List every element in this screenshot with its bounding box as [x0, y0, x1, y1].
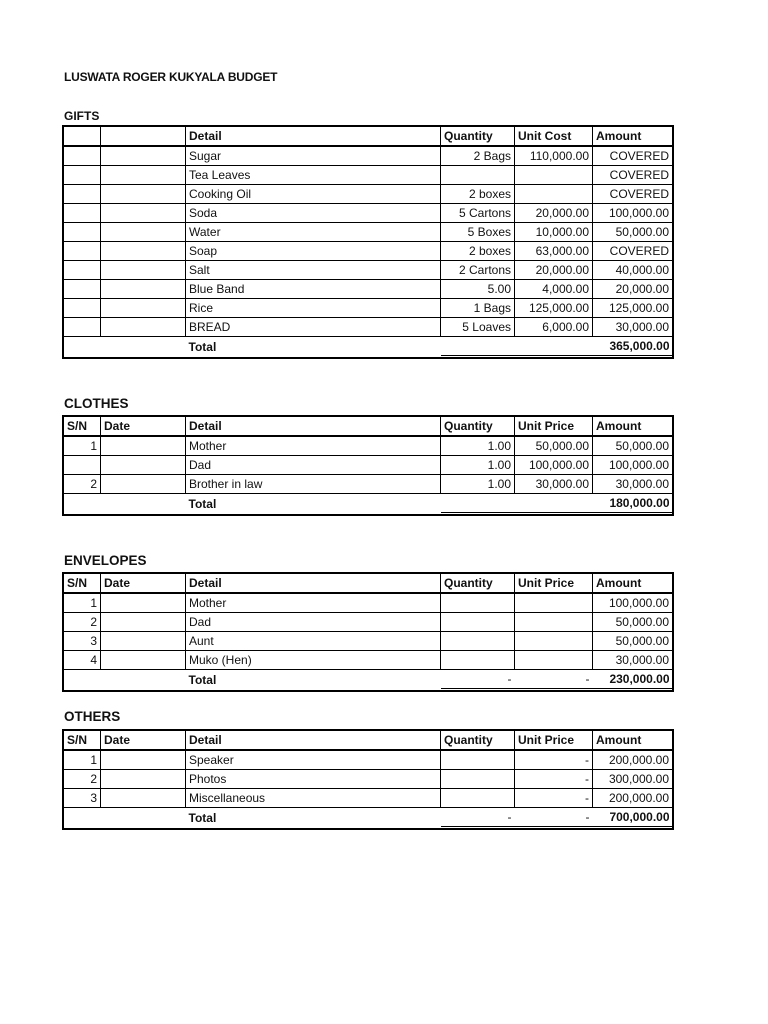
gifts-row-unit-cost: 110,000.00 [515, 146, 593, 166]
clothes-total-quantity [441, 494, 515, 514]
others-total-blank [64, 808, 101, 828]
others-row-quantity [441, 750, 515, 770]
envelopes-total-blank [101, 670, 186, 690]
others-table [63, 730, 673, 829]
others-amount-header: Amount [593, 731, 673, 751]
gifts-row-quantity: 2 boxes [441, 242, 515, 261]
gifts-row-quantity [441, 166, 515, 185]
others-row-detail: Speaker [186, 750, 441, 770]
gifts-row-unit-cost [515, 185, 593, 204]
envelopes-row [64, 651, 673, 670]
envelopes-row-detail: Mother [186, 593, 441, 613]
envelopes-total-unit-price: - [515, 670, 593, 690]
clothes-row-date [101, 436, 186, 456]
gifts-row-amount: 125,000.00 [593, 299, 673, 318]
others-row-quantity [441, 789, 515, 808]
gifts-row-unit-cost: 4,000.00 [515, 280, 593, 299]
clothes-total-label: Total [188, 496, 217, 511]
envelopes-row-sn: 3 [64, 632, 101, 651]
others-total-label: Total [188, 810, 217, 825]
others-unit-price-header: Unit Price [515, 731, 593, 751]
gifts-row-detail: Soap [186, 242, 441, 261]
gifts-row-sn [64, 185, 101, 204]
gifts-row-date [101, 261, 186, 280]
gifts-sn-cell [64, 127, 101, 147]
others-sn-header: S/N [64, 731, 101, 751]
others-row-detail: Photos [186, 770, 441, 789]
others-detail-header: Detail [186, 731, 441, 751]
clothes-row [64, 475, 673, 494]
gifts-row-sn [64, 204, 101, 223]
others-row [64, 789, 673, 808]
gifts-row [64, 146, 673, 166]
clothes-total-amount: 180,000.00 [593, 494, 673, 514]
others-row-date [101, 770, 186, 789]
others-section-label: OTHERS [64, 709, 121, 724]
clothes-quantity-header: Quantity [441, 417, 515, 437]
others-row-amount: 200,000.00 [593, 750, 673, 770]
gifts-row [64, 242, 673, 261]
gifts-row-amount: 20,000.00 [593, 280, 673, 299]
gifts-row [64, 280, 673, 299]
clothes-section-label: CLOTHES [64, 396, 129, 411]
others-row-detail: Miscellaneous [186, 789, 441, 808]
clothes-row-detail: Mother [186, 436, 441, 456]
clothes-row-quantity: 1.00 [441, 475, 515, 494]
others-row-sn: 1 [64, 750, 101, 770]
envelopes-date-header: Date [101, 574, 186, 594]
gifts-total-quantity [441, 337, 515, 357]
envelopes-total-row [64, 670, 673, 690]
clothes-row-amount: 100,000.00 [593, 456, 673, 475]
gifts-row-detail: Cooking Oil [186, 185, 441, 204]
clothes-header-row [64, 417, 673, 437]
gifts-row-detail: Blue Band [186, 280, 441, 299]
gifts-section-label: GIFTS [64, 109, 100, 123]
gifts-row-detail: Salt [186, 261, 441, 280]
envelopes-sn-header: S/N [64, 574, 101, 594]
gifts-total-amount: 365,000.00 [593, 337, 673, 357]
clothes-row-date [101, 456, 186, 475]
others-row-unit-price: - [515, 770, 593, 789]
gifts-row-quantity: 5 Cartons [441, 204, 515, 223]
clothes-row-sn: 2 [64, 475, 101, 494]
others-total-amount: 700,000.00 [593, 808, 673, 828]
gifts-detail-header: Detail [186, 127, 441, 147]
gifts-row-unit-cost: 20,000.00 [515, 204, 593, 223]
gifts-row-sn [64, 261, 101, 280]
gifts-row-detail: Rice [186, 299, 441, 318]
gifts-row-date [101, 146, 186, 166]
gifts-row-quantity: 1 Bags [441, 299, 515, 318]
gifts-total-blank [101, 337, 186, 357]
others-row-unit-price: - [515, 789, 593, 808]
gifts-amount-header: Amount [593, 127, 673, 147]
gifts-row-sn [64, 280, 101, 299]
envelopes-row [64, 593, 673, 613]
gifts-row-sn [64, 242, 101, 261]
gifts-row-detail: Water [186, 223, 441, 242]
envelopes-row-amount: 50,000.00 [593, 632, 673, 651]
others-header-row [64, 731, 673, 751]
envelopes-total-quantity: - [441, 670, 515, 690]
envelopes-row-unit-price [515, 593, 593, 613]
envelopes-row-amount: 30,000.00 [593, 651, 673, 670]
clothes-unit-price-header: Unit Price [515, 417, 593, 437]
envelopes-row-unit-price [515, 613, 593, 632]
gifts-row-amount: 40,000.00 [593, 261, 673, 280]
envelopes-row-amount: 100,000.00 [593, 593, 673, 613]
others-row-unit-price: - [515, 750, 593, 770]
envelopes-section-label: ENVELOPES [64, 553, 147, 568]
gifts-row-sn [64, 166, 101, 185]
others-row-sn: 2 [64, 770, 101, 789]
gifts-row-date [101, 204, 186, 223]
envelopes-table [63, 573, 673, 691]
gifts-unit-cost-header: Unit Cost [515, 127, 593, 147]
gifts-row-detail: Tea Leaves [186, 166, 441, 185]
others-quantity-header: Quantity [441, 731, 515, 751]
gifts-header-row [64, 127, 673, 147]
gifts-row-date [101, 223, 186, 242]
clothes-row-amount: 50,000.00 [593, 436, 673, 456]
gifts-date-cell [101, 127, 186, 147]
gifts-total-unit-price [515, 337, 593, 357]
clothes-total-blank [101, 494, 186, 514]
gifts-row-quantity: 2 Bags [441, 146, 515, 166]
envelopes-row-quantity [441, 593, 515, 613]
envelopes-header-row [64, 574, 673, 594]
gifts-row-detail: BREAD [186, 318, 441, 337]
envelopes-row-date [101, 593, 186, 613]
envelopes-row-quantity [441, 613, 515, 632]
gifts-row [64, 185, 673, 204]
envelopes-detail-header: Detail [186, 574, 441, 594]
gifts-row [64, 223, 673, 242]
gifts-row [64, 166, 673, 185]
gifts-row-amount: COVERED [593, 242, 673, 261]
envelopes-row-date [101, 632, 186, 651]
clothes-total-blank [64, 494, 101, 514]
gifts-row-quantity: 5.00 [441, 280, 515, 299]
clothes-row-unit-price: 100,000.00 [515, 456, 593, 475]
clothes-row-amount: 30,000.00 [593, 475, 673, 494]
envelopes-total-label: Total [188, 672, 217, 687]
envelopes-quantity-header: Quantity [441, 574, 515, 594]
envelopes-row-sn: 1 [64, 593, 101, 613]
gifts-total-label: Total [188, 339, 217, 354]
others-row-date [101, 789, 186, 808]
gifts-row-date [101, 185, 186, 204]
gifts-row [64, 204, 673, 223]
gifts-row-detail: Sugar [186, 146, 441, 166]
envelopes-row-amount: 50,000.00 [593, 613, 673, 632]
gifts-row-amount: COVERED [593, 146, 673, 166]
others-row [64, 750, 673, 770]
gifts-table [63, 126, 673, 358]
gifts-row-unit-cost: 6,000.00 [515, 318, 593, 337]
gifts-row-quantity: 2 boxes [441, 185, 515, 204]
others-total-quantity: - [441, 808, 515, 828]
others-date-header: Date [101, 731, 186, 751]
gifts-row-date [101, 318, 186, 337]
gifts-total-blank [64, 337, 101, 357]
others-row-quantity [441, 770, 515, 789]
gifts-row-quantity: 2 Cartons [441, 261, 515, 280]
clothes-row-detail: Dad [186, 456, 441, 475]
envelopes-row-detail: Aunt [186, 632, 441, 651]
gifts-row-amount: 50,000.00 [593, 223, 673, 242]
clothes-row-date [101, 475, 186, 494]
others-total-row [64, 808, 673, 828]
clothes-row-sn: 1 [64, 436, 101, 456]
gifts-row-unit-cost: 63,000.00 [515, 242, 593, 261]
clothes-row-quantity: 1.00 [441, 456, 515, 475]
clothes-row-unit-price: 30,000.00 [515, 475, 593, 494]
others-total-unit-price: - [515, 808, 593, 828]
clothes-table [63, 416, 673, 515]
clothes-amount-header: Amount [593, 417, 673, 437]
gifts-row-sn [64, 223, 101, 242]
gifts-row-amount: COVERED [593, 185, 673, 204]
clothes-row-sn [64, 456, 101, 475]
gifts-row-sn [64, 146, 101, 166]
clothes-sn-header: S/N [64, 417, 101, 437]
gifts-row-unit-cost: 125,000.00 [515, 299, 593, 318]
others-row-sn: 3 [64, 789, 101, 808]
clothes-row-detail: Brother in law [186, 475, 441, 494]
envelopes-row-quantity [441, 651, 515, 670]
envelopes-total-amount: 230,000.00 [593, 670, 673, 690]
gifts-row-date [101, 280, 186, 299]
envelopes-row-sn: 2 [64, 613, 101, 632]
others-row-date [101, 750, 186, 770]
envelopes-row-detail: Dad [186, 613, 441, 632]
gifts-row-unit-cost: 10,000.00 [515, 223, 593, 242]
gifts-row [64, 318, 673, 337]
gifts-row-unit-cost: 20,000.00 [515, 261, 593, 280]
gifts-row-amount: 100,000.00 [593, 204, 673, 223]
clothes-date-header: Date [101, 417, 186, 437]
gifts-row-detail: Soda [186, 204, 441, 223]
envelopes-amount-header: Amount [593, 574, 673, 594]
gifts-quantity-header: Quantity [441, 127, 515, 147]
clothes-row [64, 436, 673, 456]
others-row-amount: 200,000.00 [593, 789, 673, 808]
envelopes-row [64, 632, 673, 651]
clothes-row-quantity: 1.00 [441, 436, 515, 456]
gifts-row-quantity: 5 Loaves [441, 318, 515, 337]
gifts-row-sn [64, 299, 101, 318]
envelopes-row-date [101, 613, 186, 632]
gifts-row-unit-cost [515, 166, 593, 185]
envelopes-row-sn: 4 [64, 651, 101, 670]
envelopes-total-blank [64, 670, 101, 690]
clothes-total-unit-price [515, 494, 593, 514]
gifts-row-date [101, 166, 186, 185]
gifts-total-row [64, 337, 673, 357]
clothes-row [64, 456, 673, 475]
envelopes-row [64, 613, 673, 632]
envelopes-row-date [101, 651, 186, 670]
gifts-row-date [101, 299, 186, 318]
gifts-row [64, 261, 673, 280]
envelopes-row-detail: Muko (Hen) [186, 651, 441, 670]
envelopes-unit-price-header: Unit Price [515, 574, 593, 594]
gifts-row-date [101, 242, 186, 261]
others-row [64, 770, 673, 789]
others-total-blank [101, 808, 186, 828]
clothes-row-unit-price: 50,000.00 [515, 436, 593, 456]
document-title: LUSWATA ROGER KUKYALA BUDGET [64, 70, 278, 84]
gifts-row-amount: 30,000.00 [593, 318, 673, 337]
gifts-row-sn [64, 318, 101, 337]
clothes-detail-header: Detail [186, 417, 441, 437]
gifts-row-amount: COVERED [593, 166, 673, 185]
others-row-amount: 300,000.00 [593, 770, 673, 789]
envelopes-row-unit-price [515, 651, 593, 670]
envelopes-row-unit-price [515, 632, 593, 651]
clothes-total-row [64, 494, 673, 514]
envelopes-row-quantity [441, 632, 515, 651]
gifts-row [64, 299, 673, 318]
gifts-row-quantity: 5 Boxes [441, 223, 515, 242]
